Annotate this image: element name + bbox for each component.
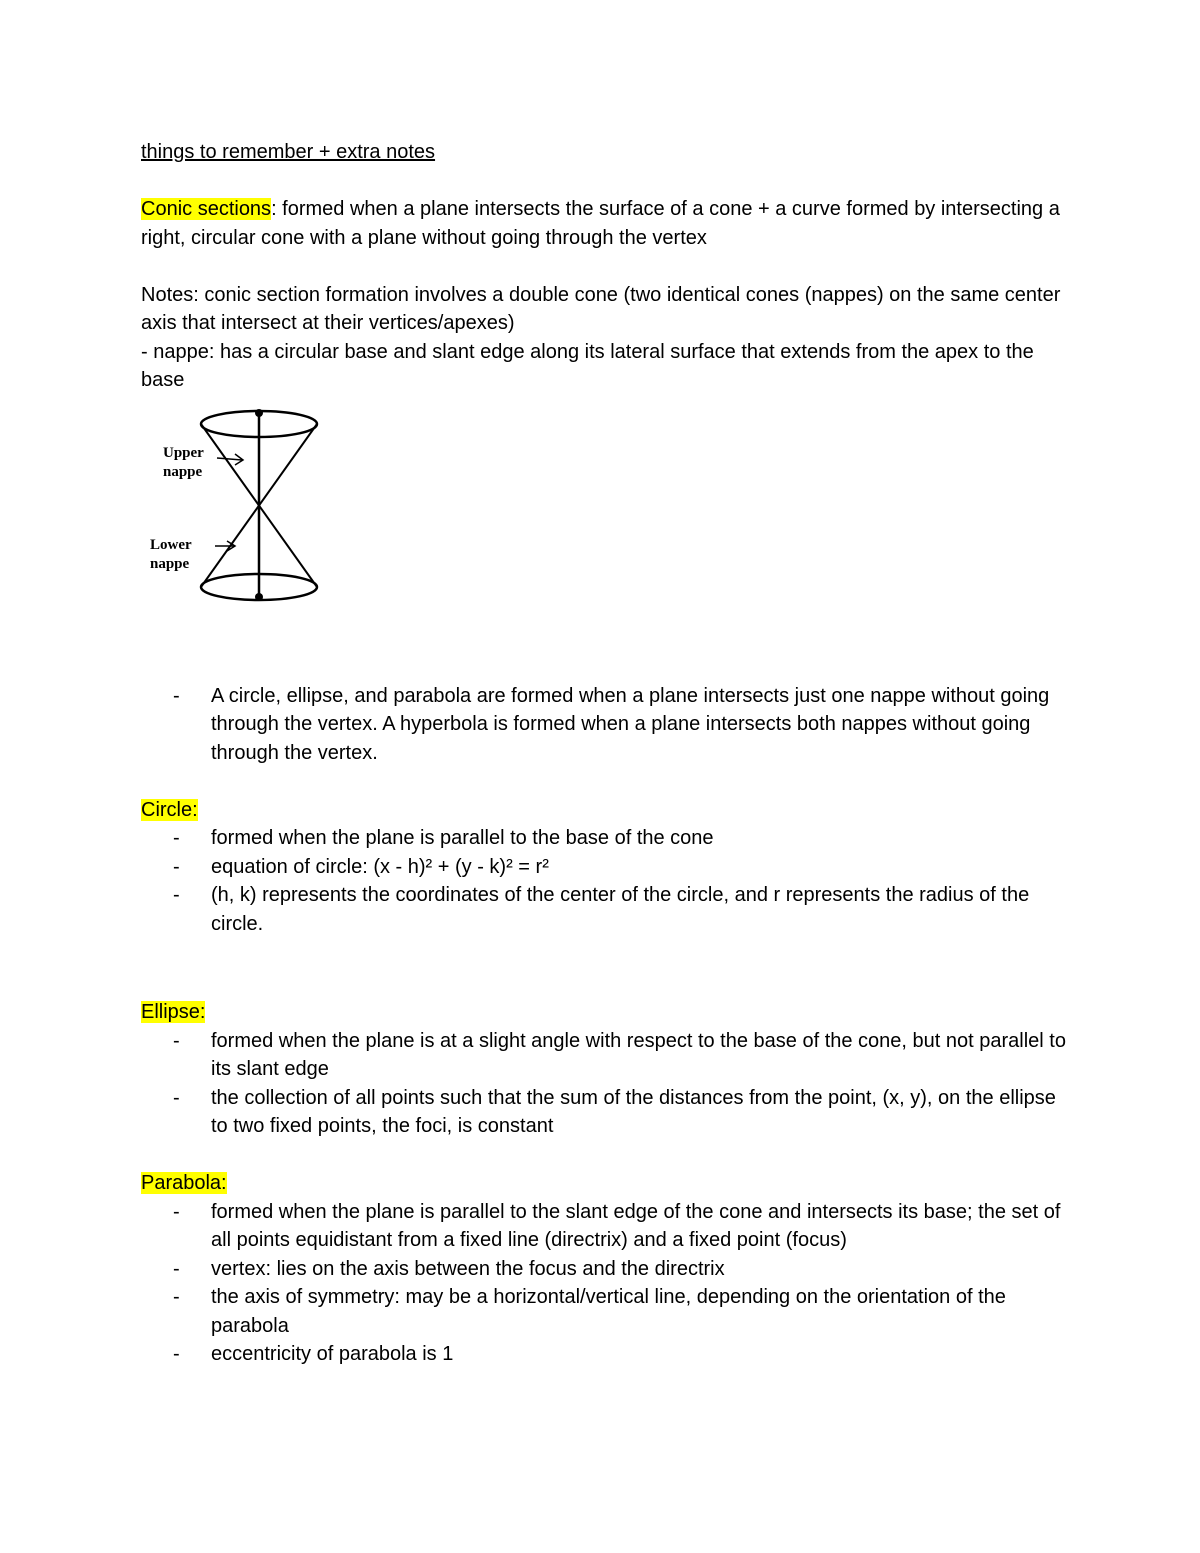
ellipse-heading-text: Ellipse:: [141, 1001, 206, 1023]
lower-nappe-label: [150, 536, 192, 574]
list-item: [173, 1340, 1066, 1369]
axis-top-point: [255, 409, 263, 417]
list-item: [173, 682, 1066, 768]
dash-bullet: -: [173, 1200, 180, 1223]
list-item-text: vertex: lies on the axis between the focus and the directrix: [211, 1257, 725, 1280]
circle-heading: [141, 796, 1066, 825]
dash-bullet: -: [173, 855, 180, 878]
list-item-text: A circle, ellipse, and parabola are formed when a plane intersects just one nappe without going through the vertex. A hyperbola is formed when a plane intersects both nappes without going through the vertex.: [211, 684, 1050, 764]
intro-bullet-list: [141, 682, 1066, 768]
list-item-text: the axis of symmetry: may be a horizontal/vertical line, depending on the orientation of the parabola: [211, 1286, 1006, 1337]
list-item-text: eccentricity of parabola is 1: [211, 1343, 454, 1365]
ellipse-heading: [141, 998, 1066, 1027]
circle-bullet-list: [141, 824, 1066, 938]
list-item: [173, 1255, 1066, 1284]
parabola-heading-text: Parabola:: [141, 1172, 227, 1194]
lower-nappe-label-line-1: Lower: [150, 536, 192, 553]
dash-bullet: -: [173, 684, 180, 707]
list-item-text: equation of circle: (x - h)² + (y - k)² = r²: [211, 855, 549, 878]
list-item: [173, 1198, 1066, 1255]
list-item: [173, 1283, 1066, 1340]
double-cone-figure: [141, 401, 341, 607]
dash-bullet: -: [173, 1086, 180, 1109]
list-item-text: (h, k) represents the coordinates of the center of the circle, and r represents the radius of the circle.: [211, 884, 1030, 935]
notes-line-1: Notes: conic section formation involves a double cone (two identical cones (nappes) on the same center axis that intersect at their vertices/apexes): [141, 283, 1061, 334]
list-item-text: formed when the plane is parallel to the slant edge of the cone and intersects its base; the set of all points equidistant from a fixed line (directrix) and a fixed point (focus): [211, 1200, 1061, 1251]
dash-bullet: -: [173, 1029, 180, 1052]
list-item: [173, 824, 1066, 853]
upper-arrow-line: [217, 458, 242, 460]
parabola-bullet-list: [141, 1198, 1066, 1369]
dash-bullet: -: [173, 1286, 180, 1308]
doc-title: things to remember + extra notes: [141, 141, 436, 163]
axis-bottom-point: [255, 593, 263, 601]
conic-sections-paragraph: [141, 195, 1066, 252]
dash-bullet: -: [173, 884, 180, 906]
double-cone-diagram: [141, 401, 341, 607]
parabola-heading: [141, 1169, 1066, 1198]
list-item: [173, 1027, 1066, 1084]
dash-bullet: -: [173, 827, 180, 849]
upper-nappe-label-line-1: Upper: [163, 444, 204, 461]
conic-sections-term: Conic sections: [141, 198, 272, 220]
list-item: [173, 1084, 1066, 1141]
ellipse-bullet-list: [141, 1027, 1066, 1141]
list-item: [173, 881, 1066, 938]
list-item: [173, 853, 1066, 882]
dash-bullet: -: [173, 1343, 180, 1365]
dash-bullet: -: [173, 1257, 180, 1280]
list-item-text: formed when the plane is at a slight angle with respect to the base of the cone, but not parallel to its slant edge: [211, 1029, 1066, 1080]
conic-sections-definition: : formed when a plane intersects the surface of a cone + a curve formed by intersecting a right, circular cone with a plane without going through the vertex: [141, 198, 1060, 249]
lower-nappe-label-line-2: nappe: [150, 555, 190, 572]
circle-heading-text: Circle:: [141, 798, 198, 821]
list-item-text: the collection of all points such that the sum of the distances from the point, (x, y), on the ellipse to two fixed points, the foci, is constant: [211, 1086, 1056, 1137]
upper-nappe-label: [163, 444, 204, 482]
list-item-text: formed when the plane is parallel to the base of the cone: [211, 827, 714, 849]
notes-line-2: - nappe: has a circular base and slant edge along its lateral surface that extends from the apex to the base: [141, 340, 1034, 391]
upper-nappe-label-line-2: nappe: [163, 463, 203, 480]
document-page: [141, 138, 1066, 1369]
